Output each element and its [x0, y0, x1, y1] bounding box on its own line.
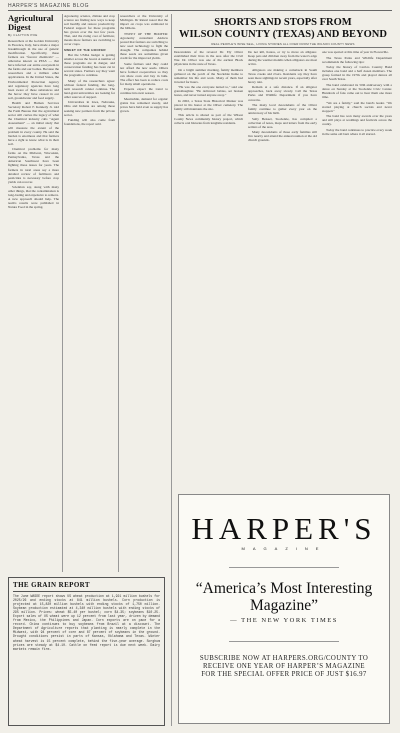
harpers-logo: HARPER'S — [191, 511, 377, 546]
ad-divider — [229, 567, 339, 568]
agricultural-digest-column-2 — [64, 14, 115, 574]
article-paragraph: Universities in Iowa, Nebraska, Ohio and Indiana are among those seeking new partners from the private sector. — [64, 100, 115, 117]
article-paragraph: Today the band continues to practice every week in the same old barn where it all started. — [322, 127, 392, 136]
harpers-tagline: MAGAZINE — [241, 546, 327, 551]
article-paragraph: In 2002, a Texas State Historical Marker was placed in his honor at the Oliver cemetery. The family still maintains the site. — [174, 99, 243, 112]
ad-quote: “America’s Most Interesting Magazine” — [195, 580, 373, 614]
article-paragraph: Many descendants of those early families still live nearby and attend the annual reunion at the old church grounds. — [248, 130, 317, 143]
story-column-2 — [248, 50, 317, 490]
grain-report-text: The June WASDE report shows US wheat production at 1,921 million bushels for 2025/26 and ending stocks at 841 million bushels. Corn production is projected at 15,820 million bushels with ending stocks of 1,750 million. Soybean production estimated at 4,340 million bushels with ending stocks of 295 million. Prices: wheat $5.40 per bushel; corn $4.35; soybeans $10.25. Export sales of US wheat were up 12 percent from last year, driven by demand from Mexico, the Philippines and Japan. Corn exports are on pace for a record. China continues to buy soybeans from Brazil at a discount. The Department of Agriculture reports that planting is nearly complete in the Midwest, with 94 percent of corn and 87 percent of soybeans in the ground. Drought conditions persist in parts of Kansas, Oklahoma and Texas. Winter wheat harvest is 15 percent complete, behind the five-year average. Sorghum prices are steady at $4.10. Cattle on feed report is due next week. Dairy markets remain firm. — [13, 594, 160, 651]
article-paragraph: The band celebrated its 50th anniversary with a dance on Sunday at the Stockdale Civic Center. Hundreds of fans came out to hear them one more time. — [322, 82, 392, 99]
article-paragraph: Funding will also come from foundations, the report said. — [64, 118, 115, 127]
article-paragraph: Agronomy, science, climate and crop science are finding new ways to keep soil healthy and restore productivity. Federal support for these programs has grown over the last few years. That, and the rising cost of fertilizer, means more farmers are switching to cover crops. — [64, 14, 115, 47]
article-paragraph: TWEET OF THE HOOFER: Agronomy consultant Andrew posted that farmers are switching to new seed technology to fight the drought. The companies behind these seeds are sometimes given credit for the improved yields. — [120, 31, 168, 60]
story-title — [174, 17, 392, 40]
story-divider — [174, 47, 392, 48]
article-paragraph: Meanwhile, demand for organic grains has remained steady, and prices have held even as supply has grown. — [120, 96, 168, 114]
article-paragraph: "We are a family," said the band's leader. "We started playing at church socials and never stopped." — [322, 100, 392, 113]
agricultural-digest-byline: By CLAYTON POE — [8, 33, 38, 37]
story-column-3 — [322, 50, 392, 490]
article-paragraph: Do not kill, harass, or try to move an alligator. Keep pets and children away from the water's edge during the warmer months when alligators are most active. — [248, 50, 317, 67]
harpers-ad[interactable] — [178, 494, 390, 724]
ad-subscribe-offer[interactable]: SUBSCRIBE NOW AT HARPERS.ORG/COUNTY TO RECEIVE ONE YEAR OF HARPER’S MAGAZINE FOR THE SPECIAL OFFER PRICE OF JUST $16.97 — [199, 655, 369, 678]
ad-divider — [229, 641, 339, 642]
article-paragraph: Health and Human Services Secretary Robert F. Kennedy Jr. told the Farm Bureau that the agricultural sector still carries the legacy of what the Chemical industry calls "Agent Assessment" — an initial study that will measure the extent of the problem in every county. He said the burden is enormous and that farmers have a right to know what is in their soil. — [8, 101, 59, 146]
column-divider — [171, 14, 172, 726]
agricultural-digest-heading: Agricultural Digest — [8, 14, 54, 32]
article-paragraph: The Texas Parks and Wildlife Department recommends the following tips: — [322, 55, 392, 64]
article-paragraph: Many of the researchers agree: without federal funding, the long-term research cannot continue. The land-grant universities are looking for other sources of support. — [64, 78, 115, 99]
grain-report-box — [8, 577, 165, 726]
agricultural-digest-column — [8, 14, 59, 574]
article-paragraph: Some farmers said they could not afford the new seeds. Others have formed cooperatives so they can share costs and buy in bulk. The effect has been to reduce costs for many small operations. — [120, 61, 168, 86]
article-paragraph: Chemical problems for many farms on the Midwest, Wisconsin, Pennsylvania, Texas and the American Southwest have been fighting these issues for years. The farmers in rural areas say a more detailed review of fertilizers and pesticides is necessary before crop yields can recover. — [8, 147, 59, 184]
article-paragraph: On a bright summer morning, family members gathered on the porch of the Stockdale home to remember his life and work. Many of them had traveled for hours. — [174, 67, 243, 84]
story-subtitle: REAL PEOPLE'S WISE SELL, LIVING STORIES ALL OVER FROM THE WILSON COUNTY NEWS — [211, 42, 355, 46]
story-title-line-1: SHORTS AND STOPS FROM — [214, 17, 352, 28]
story-title-line-2: WILSON COUNTY (TEXAS) AND BEYOND — [179, 28, 387, 40]
grain-report-title: THE GRAIN REPORT — [13, 581, 90, 589]
header-divider — [8, 10, 392, 11]
article-paragraph: This article is shared as part of the Wilson County News community history project, which collects oral histories from longtime residents. — [174, 112, 243, 125]
article-paragraph: The many local descendants of the Oliver family continue to gather every year on the anniversary of his birth. — [248, 103, 317, 116]
article-paragraph: one was spotted at this time of year in Floresville. — [322, 50, 389, 54]
story-column-1 — [174, 50, 243, 490]
article-paragraph: Researchers at the Golden University in Florence, Italy, have made a major breakthrough in the use of genetic modification. Specifically, these farmers are "forever chemicals" — otherwise known as PFAS — that have infected our entire ecosystem in the farms and our bodies. Because the researchers and a million other applications. In the United States, the Environmental Protection Agency and regulatory agencies have long been aware of these substances and the havoc they have caused in our soil, groundwater and food supply. — [8, 39, 59, 100]
article-paragraph: The band has won many awards over the years and still plays at weddings and festivals across the county. — [322, 114, 392, 127]
article-paragraph: But the USDA budget is getting smaller across the board. A number of these programs are in danger, and conservation funding has been cut in several states. Farmers say they want the programs to continue. — [64, 52, 115, 78]
grain-report-divider — [13, 591, 160, 592]
article-paragraph: Alligators are making a comeback in South Texas creeks and rivers. Residents say they have seen more sightings in recent years, especially after heavy rain. — [248, 67, 317, 84]
column-divider — [118, 14, 119, 572]
article-paragraph: Experts expect the trend to continue into next season. — [120, 87, 168, 96]
ad-quote-source: — THE NEW YORK TIMES — [230, 617, 338, 624]
agricultural-digest-column-3 — [120, 14, 168, 574]
article-paragraph: researchers at the University of Michigan. Dr Ratzel noted that the impact on crops was estimated in the billions. — [120, 14, 168, 31]
article-paragraph: Scientists say, along with many other things, that the contamination is long-lasting and expensive to remove. A new approach should help. The team's results were published in Nature Food in the spring. — [8, 185, 59, 210]
article-paragraph: Remain at a safe distance. If an alligator approaches, back away slowly. Call the Texas Parks and Wildlife Department if you have concerns. — [248, 85, 317, 102]
article-paragraph: Descendants of the revered Dr. Ely Oliver established their lives in the area after the Civil War. Dr. Oliver was one of the earliest Black physicians in the state of Texas. — [174, 50, 243, 67]
column-divider — [62, 14, 63, 572]
article-paragraph: Sally Beissel, Stockdale, has compiled a collection of notes, maps and letters from the early settlers of the area. — [248, 116, 317, 129]
sweet-of-the-hoofer-heading: SWEET OF THE HOOFER — [64, 47, 106, 52]
page-header: HARPER'S MAGAZINE BLOG — [8, 3, 90, 9]
article-paragraph: "He was the one everyone turned to," said one granddaughter. "He delivered babies, set broken bones, and never turned anyone away." — [174, 85, 243, 98]
article-paragraph: Today the history of Carrizo Country Band includes one band and a half dozen members. The group formed in the 1970s and played dances all over South Texas. — [322, 65, 392, 82]
